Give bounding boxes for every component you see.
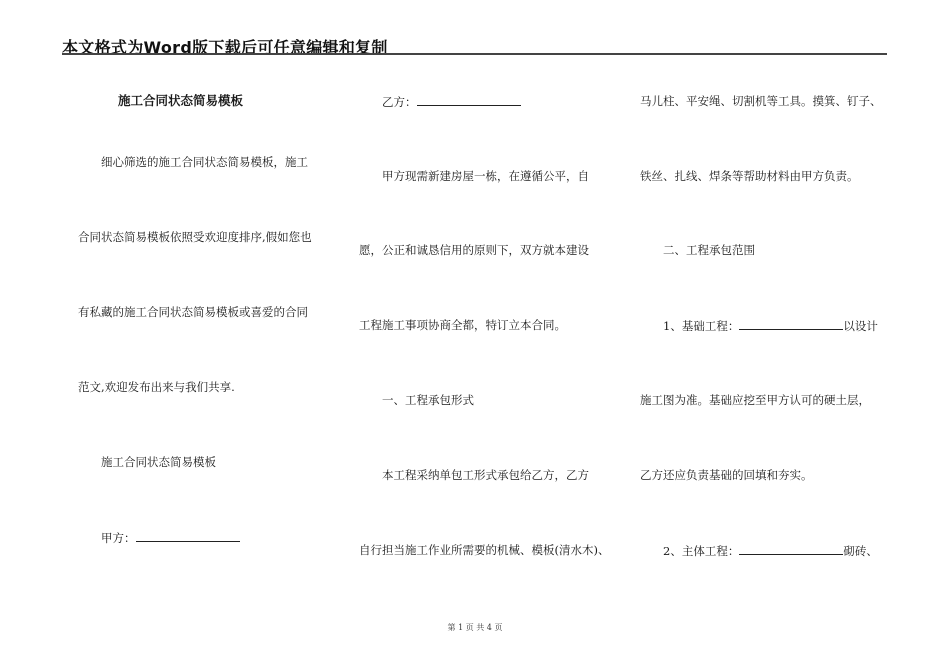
right-paragraph-line-1: 马儿柱、平安绳、切割机等工具。摸箕、钉子、: [640, 94, 882, 108]
main-works-line: [663, 543, 878, 558]
main-works-suffix: 砌砖、: [843, 544, 878, 558]
party-b-label: 乙方：: [382, 95, 417, 109]
foundation-works-suffix: 以设计: [843, 319, 878, 333]
main-works-label: 2、主体工程：: [663, 544, 740, 558]
party-a-line: [101, 530, 240, 545]
right-paragraph-line-3: 施工图为准。基础应挖至甲方认可的硬土层，: [640, 393, 870, 407]
foundation-works-label: 1、基础工程：: [663, 319, 740, 333]
left-paragraph-line-2: 合同状态简易模板依照受欢迎度排序,假如您也: [78, 230, 312, 244]
party-a-blank: [136, 530, 240, 542]
middle-paragraph-line-3: 工程施工事项协商全都，特订立本合同。: [359, 318, 566, 332]
template-subtitle: 施工合同状态简易模板: [101, 455, 216, 469]
party-a-label: 甲方：: [101, 531, 136, 545]
left-paragraph-line-4: 范文,欢迎发布出来与我们共享.: [78, 380, 235, 394]
section-heading-contract-form: 一、工程承包形式: [382, 393, 474, 407]
right-paragraph-line-4: 乙方还应负责基础的回填和夯实。: [640, 468, 813, 482]
section-heading-contract-scope: 二、工程承包范围: [663, 243, 755, 257]
document-header-title: 本文格式为Word版下载后可任意编辑和复制: [62, 38, 388, 57]
main-works-blank: [739, 543, 843, 555]
document-title: 施工合同状态简易模板: [118, 93, 244, 108]
middle-paragraph-line-5: 自行担当施工作业所需要的机械、模板(清水木)、: [359, 543, 610, 557]
foundation-works-line: [663, 318, 878, 333]
right-paragraph-line-2: 铁丝、扎线、焊条等帮助材料由甲方负责。: [640, 169, 859, 183]
left-paragraph-line-1: 细心筛选的施工合同状态简易模板，施工: [101, 155, 308, 169]
middle-paragraph-line-1: 甲方现需新建房屋一栋，在遵循公平，自: [382, 169, 589, 183]
middle-paragraph-line-4: 本工程采纳单包工形式承包给乙方，乙方: [382, 468, 589, 482]
left-paragraph-line-3: 有私藏的施工合同状态简易模板或喜爱的合同: [78, 305, 308, 319]
foundation-works-blank: [739, 318, 843, 330]
header-divider: [62, 53, 887, 55]
middle-paragraph-line-2: 愿，公正和诚恳信用的原则下，双方就本建设: [359, 243, 589, 257]
party-b-line: [382, 94, 521, 109]
page-number-footer: 第 1 页 共 4 页: [447, 623, 503, 632]
party-b-blank: [417, 94, 521, 106]
